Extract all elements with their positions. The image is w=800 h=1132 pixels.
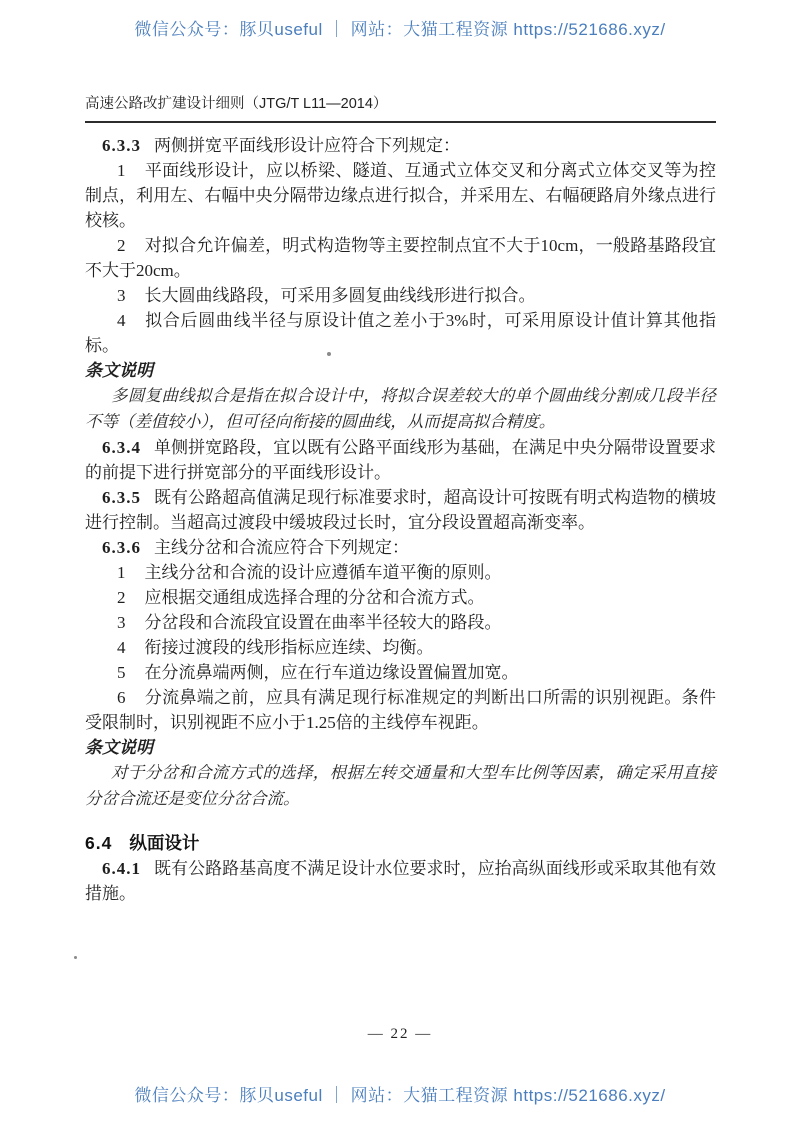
list-item [85, 560, 716, 585]
item-number: 3 [117, 286, 126, 305]
item-number: 5 [117, 663, 126, 682]
list-item [85, 635, 716, 660]
clause-number: 6.3.4 [102, 438, 141, 457]
list-item [85, 283, 716, 308]
section-title: 纵面设计 [129, 833, 200, 853]
clause-number: 6.4.1 [102, 859, 141, 878]
item-text: 分流鼻端之前，应具有满足现行标准规定的判断出口所需的识别视距。条件受限制时，识别视距不应小于1.25倍的主线停车视距。 [85, 688, 716, 732]
item-number: 1 [117, 563, 126, 582]
item-text: 主线分岔和合流的设计应遵循车道平衡的原则。 [144, 563, 502, 582]
item-text: 对拟合允许偏差，明式构造物等主要控制点宜不大于10cm，一般路基路段宜不大于20cm。 [85, 236, 716, 280]
watermark-top: 微信公众号：豚贝useful ｜ 网站：大猫工程资源 https://521686.xyz/ [134, 20, 666, 39]
clause-6-3-6 [85, 535, 716, 560]
item-number: 2 [117, 236, 126, 255]
item-text: 拟合后圆曲线半径与原设计值之差小于3%时，可采用原设计值计算其他指标。 [85, 311, 716, 355]
commentary-paragraph: 多圆复曲线拟合是指在拟合设计中，将拟合误差较大的单个圆曲线分割成几段半径不等（差值较小），但可径向衔接的圆曲线，从而提高拟合精度。 [85, 386, 716, 431]
item-text: 分岔段和合流段宜设置在曲率半径较大的路段。 [144, 613, 502, 632]
watermark-bottom: 微信公众号：豚贝useful ｜ 网站：大猫工程资源 https://521686.xyz/ [134, 1086, 666, 1105]
clause-6-3-3 [85, 133, 716, 158]
section-heading-6-4 [85, 830, 716, 856]
clause-text: 既有公路超高值满足现行标准要求时，超高设计可按既有明式构造物的横坡进行控制。当超高过渡段中缓坡段过长时，宜分段设置超高渐变率。 [85, 488, 716, 532]
clause-number: 6.3.3 [102, 136, 141, 155]
item-text: 在分流鼻端两侧，应在行车道边缘设置偏置加宽。 [144, 663, 519, 682]
clause-6-3-4 [85, 435, 716, 485]
clause-number: 6.3.6 [102, 538, 141, 557]
item-number: 1 [117, 161, 126, 180]
list-item [85, 685, 716, 735]
section-number: 6.4 [85, 833, 113, 853]
item-number: 3 [117, 613, 126, 632]
list-item [85, 660, 716, 685]
list-item [85, 610, 716, 635]
clause-number: 6.3.5 [102, 488, 141, 507]
item-number: 4 [117, 638, 126, 657]
document-body [85, 133, 716, 906]
item-number: 4 [117, 311, 126, 330]
clause-6-3-5 [85, 485, 716, 535]
item-text: 衔接过渡段的线形指标应连续、均衡。 [144, 638, 434, 657]
list-item [85, 585, 716, 610]
item-text: 长大圆曲线路段，可采用多圆复曲线线形进行拟合。 [144, 286, 536, 305]
document-title: 高速公路改扩建设计细则（JTG/T L11—2014） [85, 96, 388, 112]
clause-text: 主线分岔和合流应符合下列规定： [154, 538, 409, 557]
clause-6-4-1 [85, 856, 716, 906]
page-number: — 22 — [367, 1026, 433, 1042]
scan-speck [74, 956, 77, 959]
list-item [85, 308, 716, 358]
scan-speck [327, 352, 331, 356]
item-number: 2 [117, 588, 126, 607]
list-item [85, 158, 716, 233]
commentary-paragraph: 对于分岔和合流方式的选择，根据左转交通量和大型车比例等因素，确定采用直接分岔合流还是变位分岔合流。 [85, 763, 716, 808]
item-number: 6 [117, 688, 126, 707]
clause-text: 单侧拼宽路段，宜以既有公路平面线形为基础，在满足中央分隔带设置要求的前提下进行拼宽部分的平面线形设计。 [85, 438, 716, 482]
item-text: 应根据交通组成选择合理的分岔和合流方式。 [144, 588, 485, 607]
item-text: 平面线形设计，应以桥梁、隧道、互通式立体交叉和分离式立体交叉等为控制点，利用左、右幅中央分隔带边缘点进行拟合，并采用左、右幅硬路肩外缘点进行校核。 [85, 161, 716, 230]
commentary-label: 条文说明 [85, 361, 153, 380]
list-item [85, 233, 716, 283]
commentary-label: 条文说明 [85, 738, 153, 757]
clause-text: 两侧拼宽平面线形设计应符合下列规定： [154, 136, 460, 155]
clause-text: 既有公路路基高度不满足设计水位要求时，应抬高纵面线形或采取其他有效措施。 [85, 859, 716, 903]
running-header [85, 92, 716, 123]
